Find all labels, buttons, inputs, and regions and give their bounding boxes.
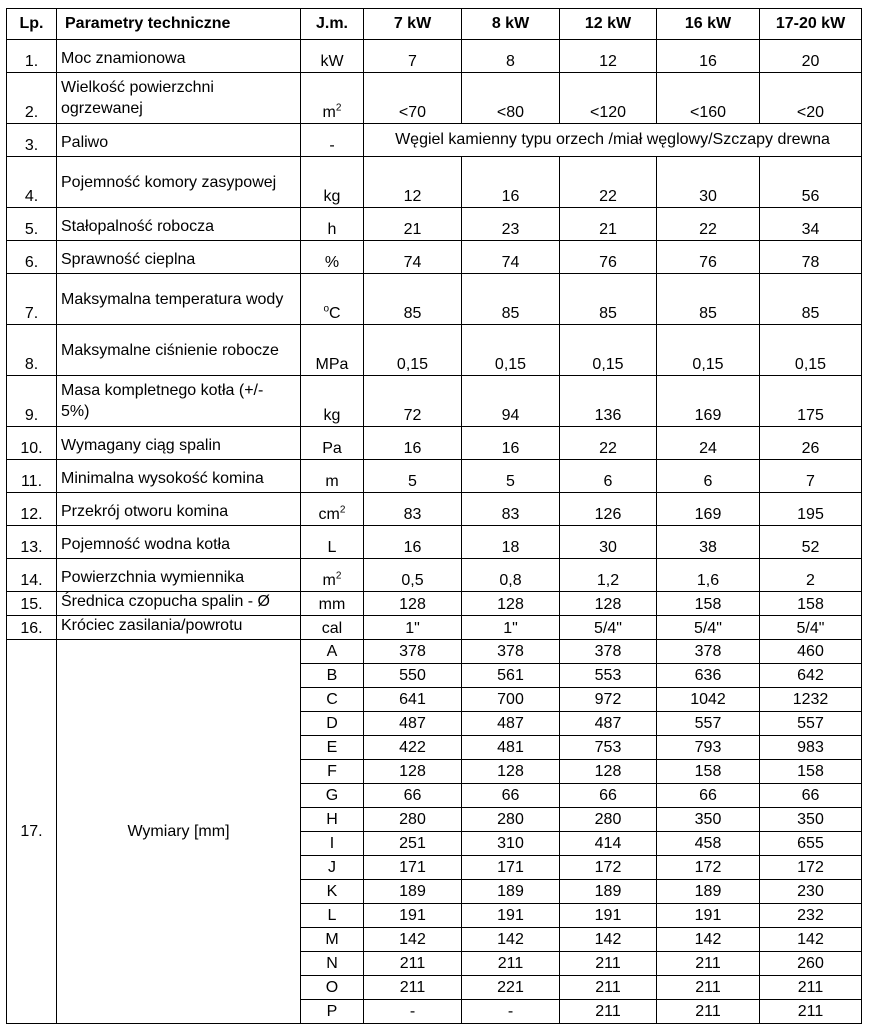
value-cell: 83 [364,493,462,526]
value-cell: 230 [760,880,862,904]
unit-cell [301,526,364,559]
value-cell: <20 [760,73,862,124]
value-cell: 460 [760,640,862,664]
value-cell: 481 [462,736,560,760]
value-cell: 0,15 [462,325,560,376]
value-cell: 557 [657,712,760,736]
value-cell: 21 [560,208,657,241]
value-cell: 171 [364,856,462,880]
unit-superscript: 2 [335,570,342,582]
value-cell: 211 [560,952,657,976]
header-12kw: 12 kW [560,9,657,40]
value-cell: 487 [364,712,462,736]
header-7kw: 7 kW [364,9,462,40]
value-cell: 38 [657,526,760,559]
table-row [7,427,862,460]
unit-cell [301,616,364,640]
unit-superscript: 2 [335,102,342,114]
row-number: 12. [7,493,57,526]
table-row [7,559,862,592]
value-cell: 56 [760,157,862,208]
value-cell: 16 [657,40,760,73]
table-row [7,73,862,124]
value-cell: 85 [560,274,657,325]
value-cell: 414 [560,832,657,856]
table-row [7,592,862,616]
value-cell: 251 [364,832,462,856]
parameter-name: Sprawność cieplna [57,241,301,274]
value-cell: 1042 [657,688,760,712]
parameter-name: Pojemność wodna kotła [57,526,301,559]
row-number: 4. [7,157,57,208]
value-cell: 232 [760,904,862,928]
value-cell: 211 [760,976,862,1000]
value-cell: 350 [760,808,862,832]
unit-text: MPa [315,356,349,373]
value-cell: 5/4" [560,616,657,640]
value-cell: 158 [760,592,862,616]
value-cell: 142 [760,928,862,952]
row-number: 8. [7,325,57,376]
value-cell: 458 [657,832,760,856]
row-number: 14. [7,559,57,592]
value-cell: 189 [364,880,462,904]
unit-cell [301,493,364,526]
value-cell: 487 [462,712,560,736]
value-cell: 126 [560,493,657,526]
value-cell: 550 [364,664,462,688]
value-cell: 6 [560,460,657,493]
header-unit: J.m. [301,9,364,40]
value-cell: 1" [364,616,462,640]
parameter-name: Pojemność komory zasypowej [57,157,301,208]
dimensions-label: Wymiary [mm] [57,640,301,1024]
table-row [7,40,862,73]
value-cell: 189 [560,880,657,904]
value-cell: 642 [760,664,862,688]
unit-text: m [322,104,336,121]
value-cell: 191 [364,904,462,928]
unit-text: - [329,137,335,154]
value-cell: 66 [657,784,760,808]
parameter-name: Masa kompletnego kotła (+/- 5%) [57,376,301,427]
unit-cell [301,124,364,157]
value-cell: 310 [462,832,560,856]
value-cell: 195 [760,493,862,526]
value-cell: 16 [462,427,560,460]
dimension-code: H [301,808,364,832]
unit-text: mm [318,596,346,613]
row-number: 3. [7,124,57,157]
unit-cell [301,559,364,592]
value-cell: 378 [462,640,560,664]
value-cell: 128 [560,592,657,616]
value-cell: 76 [560,241,657,274]
unit-cell [301,427,364,460]
value-cell: 22 [657,208,760,241]
row-number: 5. [7,208,57,241]
value-cell: 260 [760,952,862,976]
parameter-name: Średnica czopucha spalin - Ø [57,592,301,616]
value-cell: 128 [364,760,462,784]
value-cell: 21 [364,208,462,241]
value-cell: 85 [462,274,560,325]
value-cell: 189 [462,880,560,904]
value-cell: 211 [560,1000,657,1024]
value-cell: 753 [560,736,657,760]
value-cell: 1232 [760,688,862,712]
value-cell: 5 [364,460,462,493]
value-cell: 158 [657,592,760,616]
value-cell: 23 [462,208,560,241]
value-cell: 85 [760,274,862,325]
value-cell: 553 [560,664,657,688]
value-cell: 94 [462,376,560,427]
value-cell: - [462,1000,560,1024]
row-number: 9. [7,376,57,427]
value-cell: 0,15 [560,325,657,376]
parameter-name: Maksymalna temperatura wody [57,274,301,325]
value-cell: 655 [760,832,862,856]
unit-cell [301,73,364,124]
value-cell: 557 [760,712,862,736]
table-row [7,208,862,241]
value-cell: 211 [560,976,657,1000]
unit-text: kW [320,53,344,70]
table-row [7,325,862,376]
value-cell: 0,15 [364,325,462,376]
dimension-code: K [301,880,364,904]
unit-text: cal [321,620,343,637]
row-number: 1. [7,40,57,73]
value-cell: 211 [364,952,462,976]
parameter-name: Stałopalność robocza [57,208,301,241]
value-cell: 211 [657,1000,760,1024]
unit-cell [301,157,364,208]
parameter-name: Paliwo [57,124,301,157]
value-cell: 12 [560,40,657,73]
value-cell: 66 [760,784,862,808]
value-cell: 191 [657,904,760,928]
unit-text: m [322,572,336,589]
value-cell: 158 [657,760,760,784]
value-cell: <120 [560,73,657,124]
unit-superscript: 2 [339,504,346,516]
value-cell: 18 [462,526,560,559]
table-row [7,124,862,157]
value-cell: 76 [657,241,760,274]
unit-superscript: o [323,303,329,315]
unit-text: % [324,254,340,271]
dimension-row [7,640,862,664]
table-row [7,616,862,640]
value-cell: 211 [657,976,760,1000]
value-cell: 422 [364,736,462,760]
dimension-code: F [301,760,364,784]
unit-cell [301,40,364,73]
technical-parameters-table [6,8,862,1024]
value-cell: 2 [760,559,862,592]
parameter-name: Przekrój otworu komina [57,493,301,526]
value-cell: <80 [462,73,560,124]
value-cell: 5/4" [657,616,760,640]
unit-cell [301,460,364,493]
row-number: 10. [7,427,57,460]
unit-text: h [327,221,337,238]
table-row [7,157,862,208]
value-cell: 12 [364,157,462,208]
value-cell: 191 [560,904,657,928]
value-cell: 1,6 [657,559,760,592]
value-cell: 34 [760,208,862,241]
header-17-20kw: 17-20 kW [760,9,862,40]
unit-text: cm [318,506,340,523]
value-cell: 983 [760,736,862,760]
value-cell: - [364,1000,462,1024]
value-cell: 280 [462,808,560,832]
row-number: 16. [7,616,57,640]
value-cell: 172 [560,856,657,880]
value-cell: 72 [364,376,462,427]
table-row [7,376,862,427]
header-8kw: 8 kW [462,9,560,40]
value-cell: 85 [364,274,462,325]
value-cell: 78 [760,241,862,274]
value-cell: 175 [760,376,862,427]
value-cell: 128 [560,760,657,784]
value-cell: 378 [364,640,462,664]
parameter-name: Wymagany ciąg spalin [57,427,301,460]
value-cell: 142 [462,928,560,952]
value-cell: 5/4" [760,616,862,640]
unit-cell [301,325,364,376]
value-cell: <70 [364,73,462,124]
value-cell: 350 [657,808,760,832]
row-number: 7. [7,274,57,325]
value-cell: 1,2 [560,559,657,592]
value-cell: 280 [560,808,657,832]
unit-cell [301,208,364,241]
value-cell: 22 [560,157,657,208]
row-number: 13. [7,526,57,559]
value-cell: 128 [364,592,462,616]
value-cell: 561 [462,664,560,688]
header-row [7,9,862,40]
value-cell: 7 [364,40,462,73]
fuel-value: Węgiel kamienny typu orzech /miał węglowy/Szczapy drewna [364,124,862,157]
table-row [7,526,862,559]
value-cell: 20 [760,40,862,73]
dimension-code: B [301,664,364,688]
value-cell: 26 [760,427,862,460]
parameter-name: Króciec zasilania/powrotu [57,616,301,640]
value-cell: 171 [462,856,560,880]
unit-text: L [327,539,337,556]
row-number: 2. [7,73,57,124]
value-cell: 169 [657,493,760,526]
value-cell: 16 [462,157,560,208]
value-cell: 142 [364,928,462,952]
unit-text: m [325,473,339,490]
value-cell: 74 [364,241,462,274]
value-cell: 7 [760,460,862,493]
value-cell: 8 [462,40,560,73]
value-cell: 66 [560,784,657,808]
value-cell: 169 [657,376,760,427]
value-cell: 172 [657,856,760,880]
value-cell: <160 [657,73,760,124]
value-cell: 30 [560,526,657,559]
value-cell: 641 [364,688,462,712]
value-cell: 972 [560,688,657,712]
value-cell: 24 [657,427,760,460]
value-cell: 85 [657,274,760,325]
value-cell: 378 [657,640,760,664]
dimension-code: O [301,976,364,1000]
value-cell: 5 [462,460,560,493]
header-lp: Lp. [7,9,57,40]
unit-text: kg [323,407,341,424]
value-cell: 30 [657,157,760,208]
unit-cell [301,241,364,274]
parameter-name: Powierzchnia wymiennika [57,559,301,592]
dimension-code: C [301,688,364,712]
value-cell: 16 [364,427,462,460]
table-row [7,460,862,493]
value-cell: 211 [462,952,560,976]
value-cell: 66 [364,784,462,808]
table-row [7,493,862,526]
header-16kw: 16 kW [657,9,760,40]
value-cell: 16 [364,526,462,559]
dimension-code: L [301,904,364,928]
unit-text: Pa [322,440,342,457]
value-cell: 280 [364,808,462,832]
dimension-code: I [301,832,364,856]
dimension-code: P [301,1000,364,1024]
dimension-code: G [301,784,364,808]
table-row [7,274,862,325]
value-cell: 172 [760,856,862,880]
value-cell: 22 [560,427,657,460]
value-cell: 128 [462,592,560,616]
value-cell: 83 [462,493,560,526]
value-cell: 487 [560,712,657,736]
value-cell: 211 [760,1000,862,1024]
row-number: 17. [7,640,57,1024]
value-cell: 211 [364,976,462,1000]
value-cell: 211 [657,952,760,976]
value-cell: 158 [760,760,862,784]
dimension-code: N [301,952,364,976]
row-number: 11. [7,460,57,493]
value-cell: 0,5 [364,559,462,592]
dimension-code: J [301,856,364,880]
value-cell: 793 [657,736,760,760]
unit-cell [301,376,364,427]
value-cell: 1" [462,616,560,640]
value-cell: 52 [760,526,862,559]
parameter-name: Maksymalne ciśnienie robocze [57,325,301,376]
parameter-name: Wielkość powierzchni ogrzewanej [57,73,301,124]
value-cell: 0,15 [760,325,862,376]
parameter-name: Moc znamionowa [57,40,301,73]
dimension-code: D [301,712,364,736]
row-number: 15. [7,592,57,616]
value-cell: 191 [462,904,560,928]
dimension-code: E [301,736,364,760]
value-cell: 0,15 [657,325,760,376]
table-row [7,241,862,274]
value-cell: 700 [462,688,560,712]
value-cell: 66 [462,784,560,808]
value-cell: 636 [657,664,760,688]
unit-cell [301,592,364,616]
value-cell: 136 [560,376,657,427]
row-number: 6. [7,241,57,274]
dimension-code: M [301,928,364,952]
unit-cell [301,274,364,325]
value-cell: 142 [560,928,657,952]
dimension-code: A [301,640,364,664]
value-cell: 0,8 [462,559,560,592]
value-cell: 128 [462,760,560,784]
value-cell: 6 [657,460,760,493]
value-cell: 221 [462,976,560,1000]
value-cell: 378 [560,640,657,664]
header-parameters: Parametry techniczne [57,9,301,40]
value-cell: 189 [657,880,760,904]
parameter-name: Minimalna wysokość komina [57,460,301,493]
unit-text: C [329,305,341,322]
value-cell: 74 [462,241,560,274]
value-cell: 142 [657,928,760,952]
unit-text: kg [323,188,341,205]
